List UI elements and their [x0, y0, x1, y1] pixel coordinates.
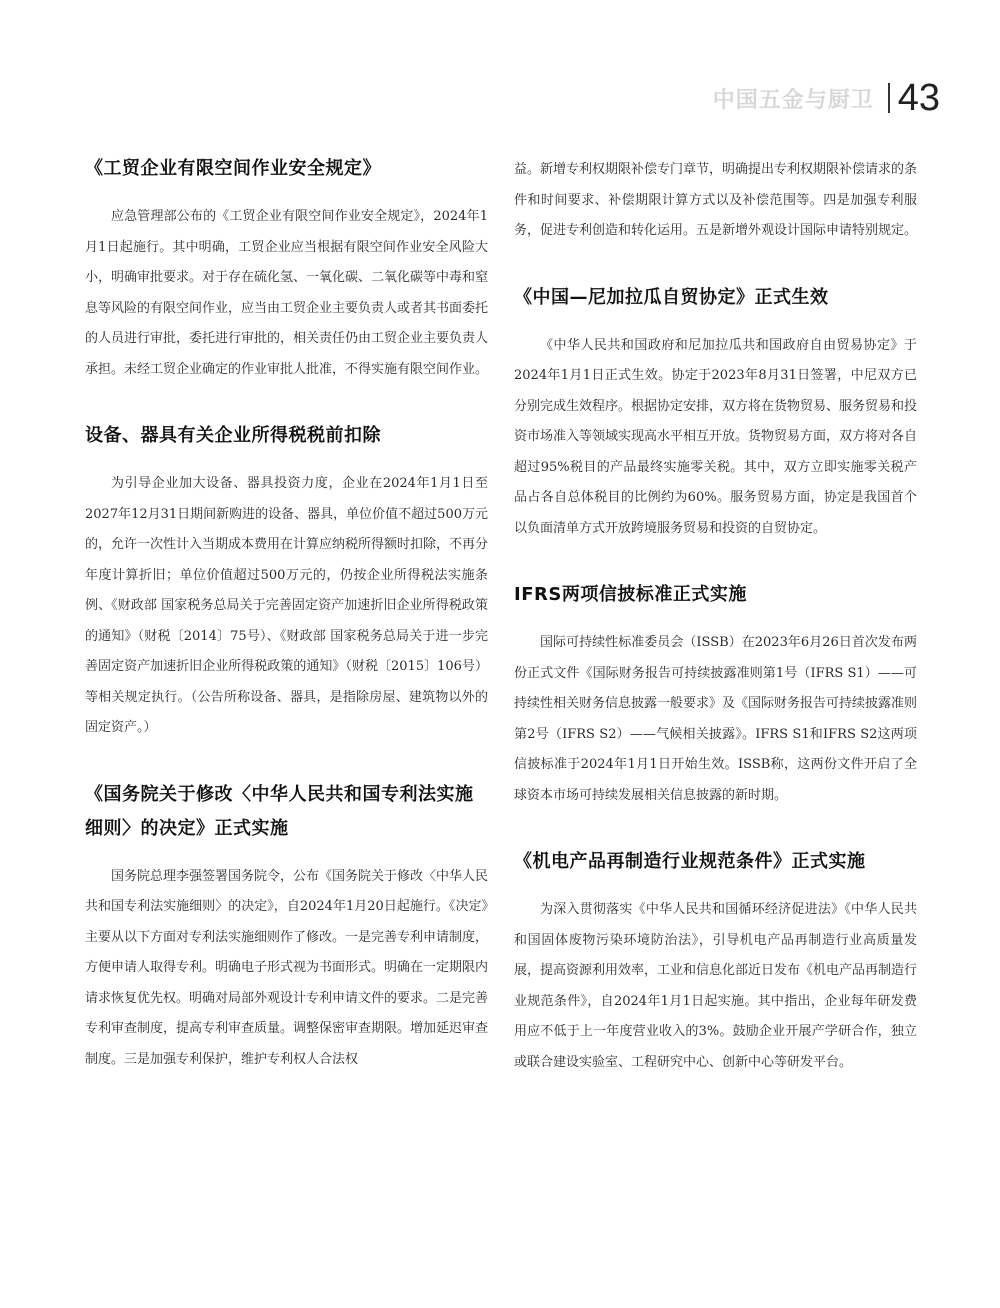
right-column — [514, 155, 917, 1078]
header-divider — [888, 83, 890, 113]
article-title: 《工贸企业有限空间作业安全规定》 — [85, 158, 381, 179]
article-nicaragua-fta — [514, 281, 917, 545]
article-body: 为引导企业加大设备、器具投资力度，企业在2024年1月1日至2027年12月31日期间新购进的设备、器具，单位价值不超过500万元的，允许一次性计入当期成本费用在计算应纳税所得额时扣除，不再分年度计算折旧；单位价值超过500万元的，仍按企业所得税法实施条例、《财政部 国家税务总局关于完善固定资产加速折旧企业所得税政策的通知》（财税〔2014〕75号）、《财政部 国家税务总局关于进一步完善固定资产加速折旧企业所得税政策的通知》（财税〔2015〕106号）等相关规定执行。（公告所称设备、器具，是指除房屋、建筑物以外的固定资产。） — [85, 476, 489, 735]
left-column — [85, 152, 488, 1075]
article-body: 应急管理部公布的《工贸企业有限空间作业安全规定》，2024年1月1日起施行。其中明确，工贸企业应当根据有限空间作业安全风险大小，明确审批要求。对于存在硫化氢、一氧化碳、二氧化碳等中毒和窒息等风险的有限空间作业，应当由工贸企业主要负责人或者其书面委托的人员进行审批，委托进行审批的，相关责任仍由工贸企业主要负责人承担。未经工贸企业确定的作业审批人批准，不得实施有限空间作业。 — [85, 209, 489, 377]
article-title: 《国务院关于修改〈中华人民共和国专利法实施细则〉的决定》正式实施 — [85, 783, 474, 839]
article-title: 《中国—尼加拉瓜自贸协定》正式生效 — [514, 286, 829, 308]
article-ifrs — [514, 578, 917, 811]
article-body: 《中华人民共和国政府和尼加拉瓜共和国政府自由贸易协定》于2024年1月1日正式生效。协定于2023年8月31日签署，中尼双方已分别完成生效程序。根据协定安排，双方将在货物贸易、服务贸易和投资市场准入等领域实现高水平相互开放。货物贸易方面，双方将对各自超过95%税目的产品最终实施零关税。其中，双方立即实施零关税产品占各自总体税目的比例约为60%。服务贸易方面，协定是我国首个以负面清单方式开放跨境服务贸易和投资的自贸协定。 — [514, 337, 918, 536]
magazine-logo: 中国五金与厨卫 — [712, 87, 874, 113]
article-patent-law-continued — [514, 155, 917, 247]
page-number: 43 — [897, 77, 940, 119]
article-title: 《机电产品再制造行业规范条件》正式实施 — [514, 851, 866, 872]
article-tax-deduction — [85, 419, 488, 744]
article-remanufacturing — [514, 845, 917, 1078]
article-body-part2: 益。新增专利权期限补偿专门章节，明确提出专利权期限补偿请求的条件和时间要求、补偿期限计算方式以及补偿范围等。四是加强专利服务，促进专利创造和转化运用。五是新增外观设计国际申请特别规定。 — [514, 162, 918, 238]
article-body-part1: 国务院总理李强签署国务院令，公布《国务院关于修改〈中华人民共和国专利法实施细则〉的决定》，自2024年1月20日起施行。《决定》主要从以下方面对专利法实施细则作了修改。一是完善专利申请制度，方便申请人取得专利。明确电子形式视为书面形式。明确在一定期限内请求恢复优先权。明确对局部外观设计专利申请文件的要求。二是完善专利审查制度，提高专利审查质量。调整保密审查期限。增加延迟审查制度。三是加强专利保护，维护专利权人合法权 — [85, 868, 489, 1067]
article-patent-law — [85, 778, 488, 1076]
article-title: IFRS两项信披标准正式实施 — [514, 584, 747, 605]
article-confined-space — [85, 152, 488, 385]
article-body: 国际可持续性标准委员会（ISSB）在2023年6月26日首次发布两份正式文件《国际财务报告可持续披露准则第1号（IFRS S1）——可持续性相关财务信息披露一般要求》及《国际财务报告可持续披露准则第2号（IFRS S2）——气候相关披露》。IFRS S1和IFRS S2这两项信披标准于2024年1月1日开始生效。ISSB称，这两份文件开启了全球资本市场可持续发展相关信息披露的新时期。 — [514, 635, 918, 803]
page-header — [713, 78, 940, 118]
article-title: 设备、器具有关企业所得税税前扣除 — [85, 425, 381, 446]
article-body: 为深入贯彻落实《中华人民共和国循环经济促进法》《中华人民共和国固体废物污染环境防治法》，引导机电产品再制造行业高质量发展，提高资源利用效率，工业和信息化部近日发布《机电产品再制造行业规范条件》，自2024年1月1日起实施。其中指出，企业每年研发费用应不低于上一年度营业收入的3%。鼓励企业开展产学研合作，独立或联合建设实验室、工程研究中心、创新中心等研发平台。 — [514, 902, 918, 1070]
